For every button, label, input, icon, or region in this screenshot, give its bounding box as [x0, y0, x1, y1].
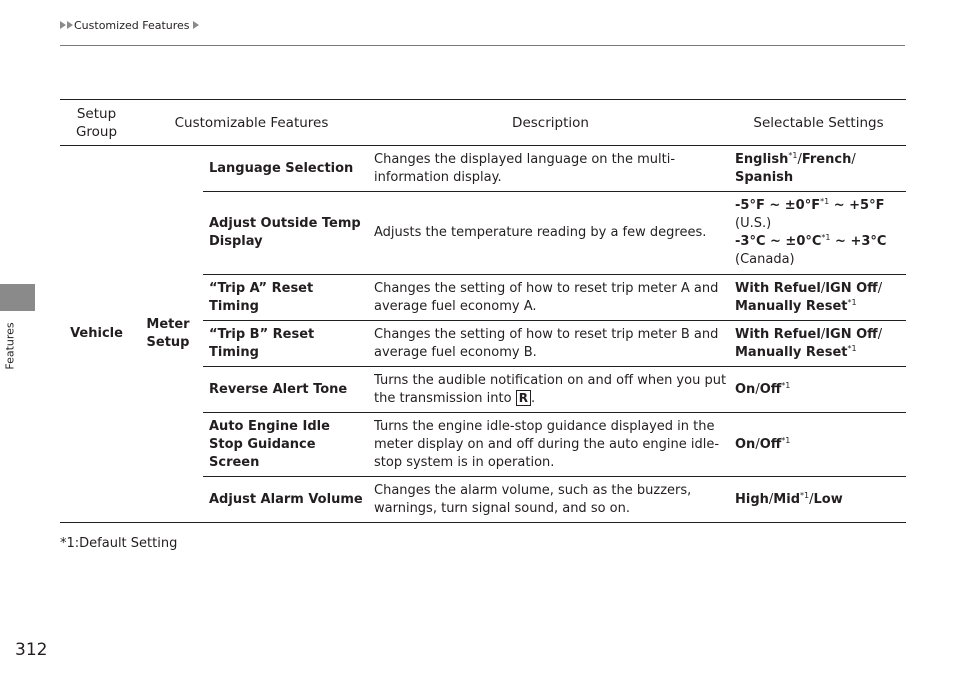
settings-cell: English$^{*1}$/French/ Spanish	[731, 146, 906, 192]
table-body	[60, 146, 906, 523]
feature-cell: Adjust Outside Temp Display	[203, 192, 370, 275]
description-cell: Adjusts the temperature reading by a few degrees.	[370, 192, 731, 275]
feature-cell: Language Selection	[203, 146, 370, 192]
chapter-label: Features	[3, 322, 17, 370]
header-description: Description	[370, 100, 731, 146]
header-setup-group: Setup Group	[60, 100, 133, 146]
settings-cell: With Refuel/IGN Off/ Manually Reset$^{*1}$	[731, 275, 906, 321]
customized-features-table	[60, 99, 906, 523]
feature-cell: Auto Engine Idle Stop Guidance Screen	[203, 413, 370, 477]
header-selectable-settings: Selectable Settings	[731, 100, 906, 146]
settings-cell: On/Off$^{*1}$	[731, 367, 906, 413]
setup-group-cell: Vehicle	[60, 146, 133, 523]
description-cell: Turns the engine idle-stop guidance displayed in the meter display on and off during the auto engine idle-stop system is in operation.	[370, 413, 731, 477]
settings-cell: -5°F ~ $\pm 0^\circ F^{*1}$ ~ +5°F (U.S.) -3°C ~ $\pm 0^\circ C^{*1}$ ~ +3°C (Canada)	[731, 192, 906, 275]
description-cell: Changes the setting of how to reset trip meter B and average fuel economy B.	[370, 321, 731, 367]
header-customizable-features: Customizable Features	[133, 100, 370, 146]
description-cell: Changes the alarm volume, such as the buzzers, warnings, turn signal sound, and so on.	[370, 477, 731, 523]
feature-cell: Reverse Alert Tone	[203, 367, 370, 413]
settings-cell: With Refuel/IGN Off/ Manually Reset$^{*1}$	[731, 321, 906, 367]
footnote: *1:Default Setting	[60, 536, 178, 551]
description-cell: Changes the setting of how to reset trip meter A and average fuel economy A.	[370, 275, 731, 321]
feature-cell: “Trip A” Reset Timing	[203, 275, 370, 321]
breadcrumb-arrow-icon	[60, 21, 66, 29]
page-number: 312	[15, 640, 48, 660]
description-cell: Changes the displayed language on the multi-information display.	[370, 146, 731, 192]
feature-cell: Adjust Alarm Volume	[203, 477, 370, 523]
breadcrumb-arrow-icon	[193, 21, 199, 29]
subgroup-cell: Meter Setup	[133, 146, 203, 523]
chapter-tab	[0, 284, 35, 311]
description-cell: Turns the audible notification on and off when you put the transmission into R .	[370, 367, 731, 413]
breadcrumb[interactable]	[60, 19, 200, 32]
feature-cell: “Trip B” Reset Timing	[203, 321, 370, 367]
table-row	[60, 146, 906, 192]
settings-cell: High/Mid$^{*1}$/Low	[731, 477, 906, 523]
header-rule	[60, 45, 905, 46]
settings-cell: On/Off$^{*1}$	[731, 413, 906, 477]
breadcrumb-link[interactable]: Customized Features	[74, 19, 190, 32]
breadcrumb-arrow-icon	[67, 21, 73, 29]
